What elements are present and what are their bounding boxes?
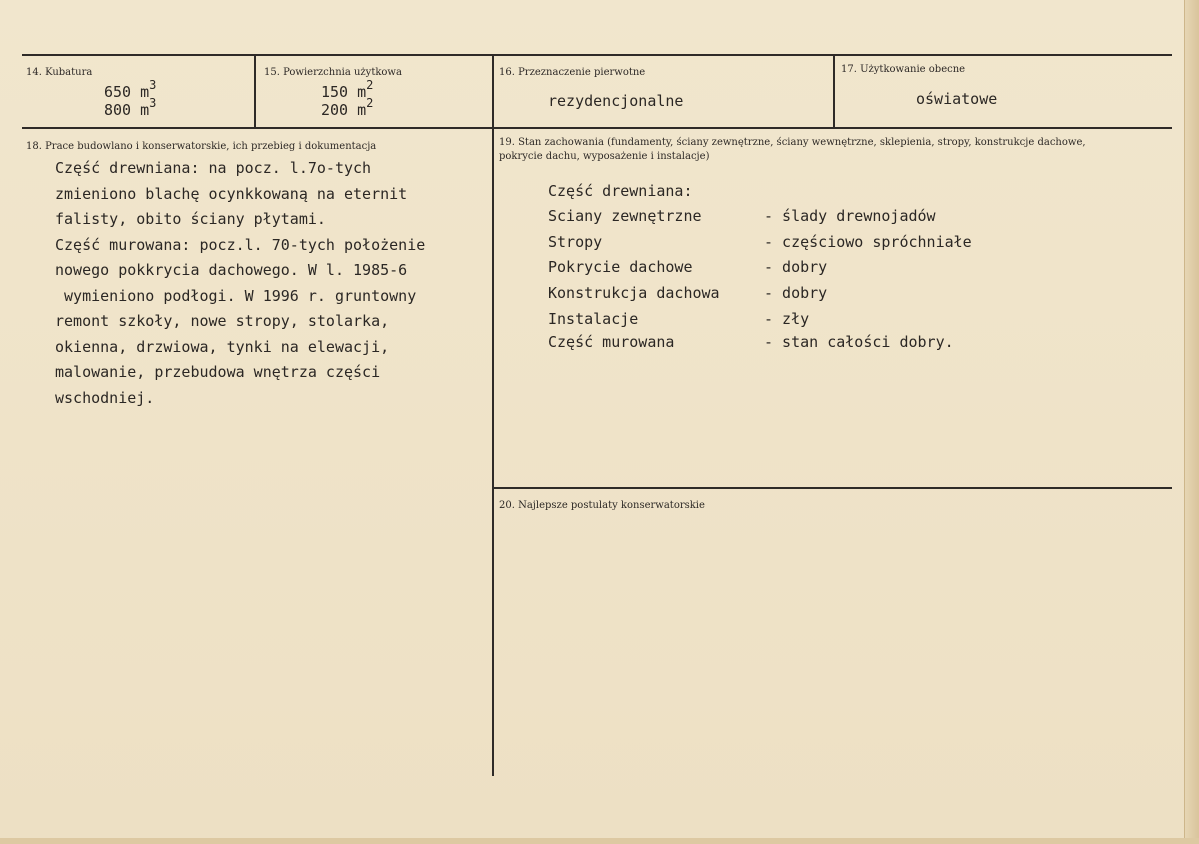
text-line: Część murowana: pocz.l. 70-tych położenie (55, 235, 426, 254)
text-line: falisty, obito ściany płytami. (55, 210, 326, 228)
text-line: okienna, drzwiowa, tynki na elewacji, (55, 337, 390, 356)
field-19-label: 19. Stan zachowania (fundamenty, ściany zewnętrzne, ściany wewnętrzne, sklepienia, stropy, konstrukcje dachowe, pokrycie dachu, wyposażenie i instalacje) (499, 137, 1086, 162)
condition-value: - ślady drewnojadów (764, 207, 936, 225)
condition-value: - zły (764, 310, 810, 328)
field-18-label: 18. Prace budowlano i konserwatorskie, ich przebieg i dokumentacja (26, 141, 377, 152)
field-20-label: 20. Najlepsze postulaty konserwatorskie (499, 500, 705, 511)
condition-key: Sciany zewnętrzne (548, 207, 702, 225)
condition-value: - stan całości dobry. (764, 333, 954, 351)
condition-row (548, 207, 1108, 232)
condition-row (548, 333, 1108, 358)
condition-key: Instalacje (548, 310, 639, 328)
condition-row (548, 310, 1108, 335)
text-line: nowego pokkrycia dachowego. W l. 1985-6 (55, 261, 408, 279)
condition-key: Konstrukcja dachowa (548, 284, 720, 302)
field-15-value-2: 200 $m^2$ (321, 96, 374, 119)
field-17-value: oświatowe (916, 90, 998, 108)
text-line: wymieniono podłogi. W 1996 r. gruntowny (55, 286, 417, 305)
divider-main (492, 54, 494, 776)
top-rule (22, 54, 1172, 56)
text-line: malowanie, przebudowa wnętrza części (55, 363, 381, 381)
condition-row (548, 284, 1108, 309)
text-line: remont szkoły, nowe stropy, stolarka, (55, 312, 390, 330)
field-16-label: 16. Przeznaczenie pierwotne (499, 67, 646, 78)
divider-14-15 (254, 54, 256, 128)
condition-key: Część murowana (548, 333, 675, 351)
field-18-text (55, 156, 425, 411)
text-line: wschodniej. (55, 388, 155, 407)
condition-value: - dobry (764, 284, 828, 302)
text-line: zmieniono blachę ocynkkowaną na eternit (55, 184, 408, 203)
field-19-heading: Część drewniana: (548, 182, 693, 200)
card-bottom-edge (0, 838, 1199, 844)
field-15-label: 15. Powierzchnia użytkowa (264, 67, 402, 78)
card-right-edge (1184, 0, 1199, 844)
condition-row (548, 258, 1108, 283)
text-line: Część drewniana: na pocz. l.7o-tych (55, 159, 372, 177)
section-20-rule (493, 487, 1172, 489)
field-17-label: 17. Użytkowanie obecne (841, 64, 966, 75)
field-14-value-2: 800 $m^3$ (104, 96, 157, 119)
field-14-label: 14. Kubatura (26, 67, 93, 78)
divider-16-17 (833, 54, 835, 128)
condition-key: Stropy (548, 233, 603, 251)
field-16-value: rezydencjonalne (548, 92, 684, 110)
field-14-value-1: 650 $m^3$ (104, 78, 157, 101)
condition-value: - częściowo spróchniałe (764, 233, 972, 251)
condition-key: Pokrycie dachowe (548, 258, 693, 276)
condition-value: - dobry (764, 258, 828, 276)
condition-row (548, 233, 1108, 258)
field-15-value-1: 150 $m^2$ (321, 78, 374, 101)
middle-rule (22, 127, 1172, 129)
